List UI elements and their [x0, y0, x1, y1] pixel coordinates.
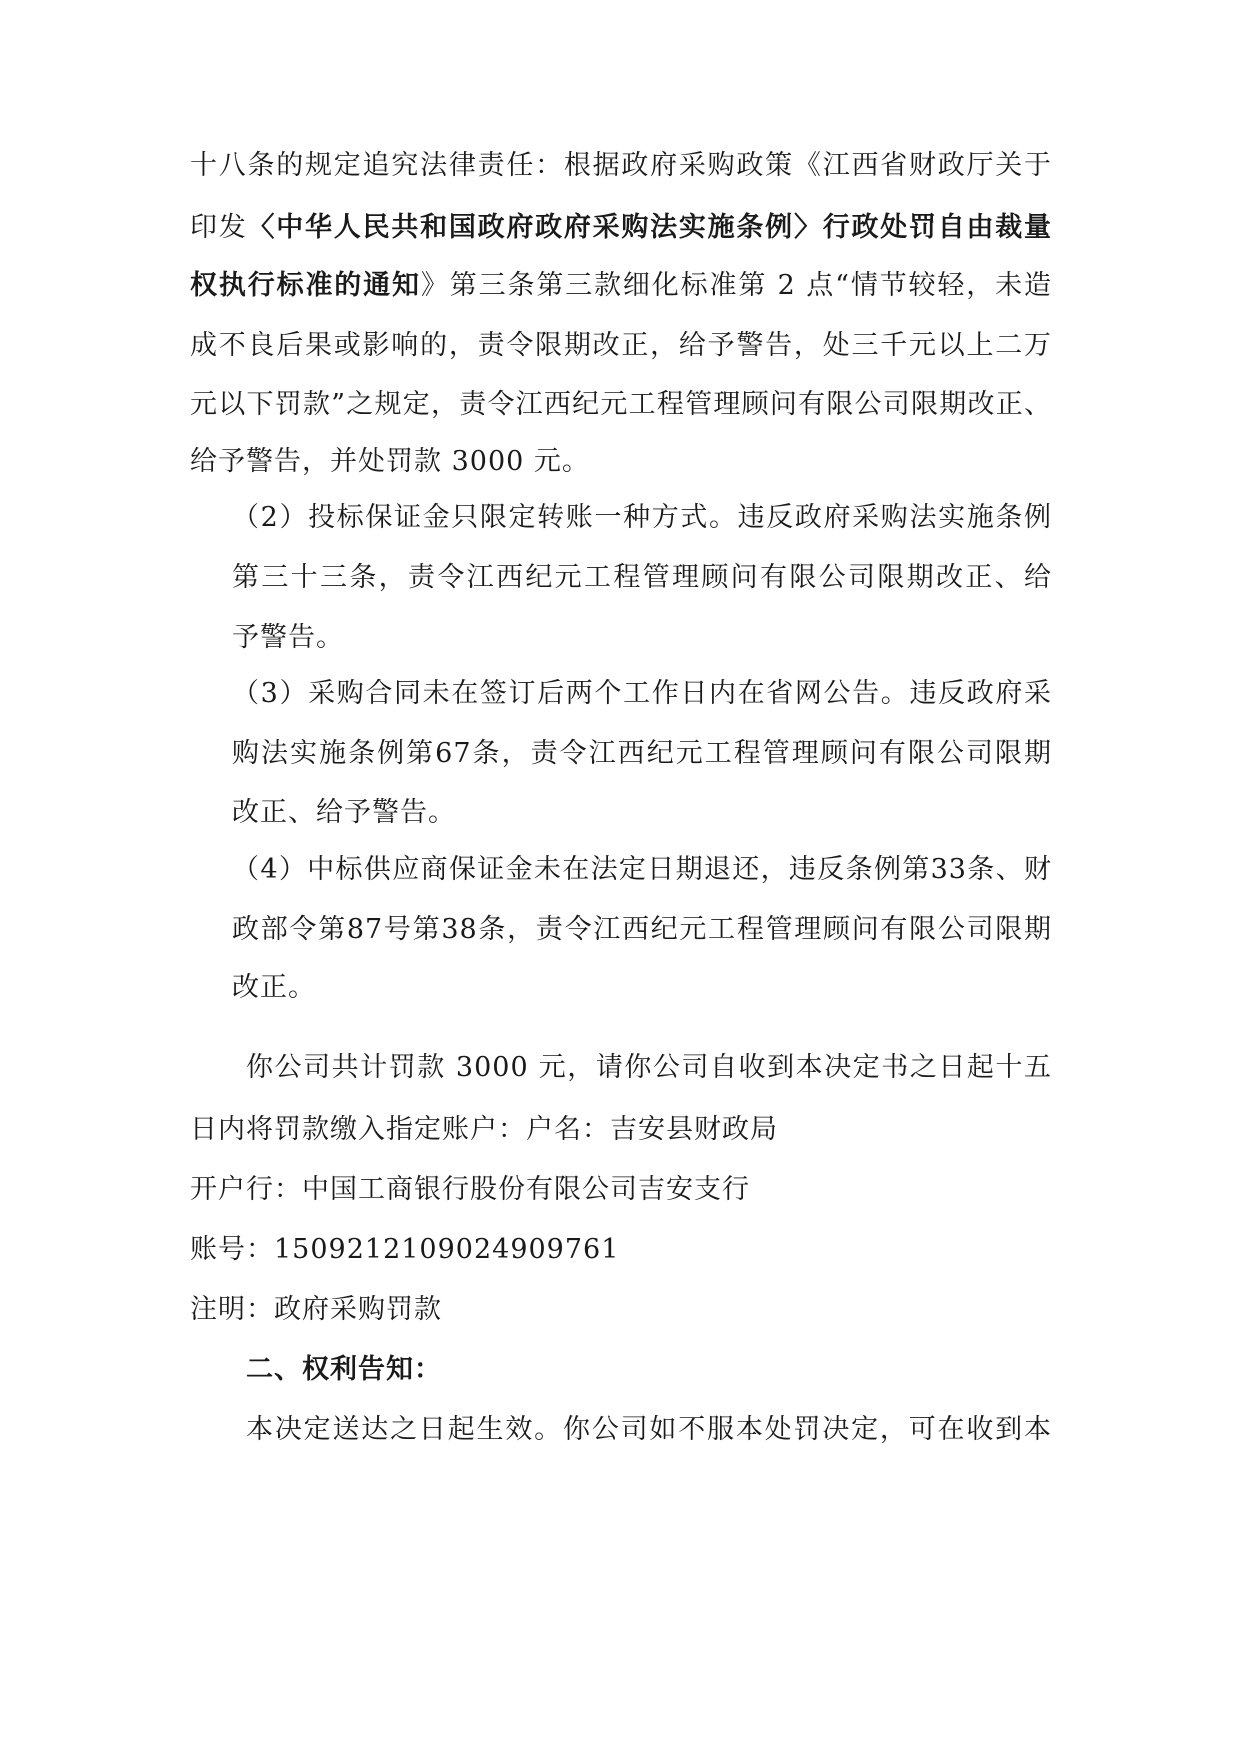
list-item-line: 予警告。	[232, 622, 344, 653]
list-item-line: （4）中标供应商保证金未在法定日期退还，违反条例第33条、财	[232, 854, 1052, 885]
account-number-line: 账号：1509212109024909761	[190, 1234, 620, 1265]
paragraph-line: 十八条的规定追究法律责任：根据政府采购政策《江西省财政厅关于	[190, 150, 1052, 181]
paragraph-line: 你公司共计罚款 3000 元，请你公司自收到本决定书之日起十五	[246, 1052, 1052, 1083]
list-item-line: 改正。	[232, 972, 316, 1003]
paragraph-line: 日内将罚款缴入指定账户：户名：吉安县财政局	[190, 1114, 778, 1145]
text-run: 印发	[190, 212, 248, 243]
paragraph-line	[190, 210, 1052, 246]
list-item-line: 改正、给予警告。	[232, 797, 456, 828]
text-run: 》第三条第三款细化标准第 2 点“情节较轻，未造	[420, 270, 1053, 301]
paragraph-line: 元以下罚款”之规定，责令江西纪元工程管理顾问有限公司限期改正、	[190, 389, 1052, 420]
paragraph-line: 成不良后果或影响的，责令限期改正，给予警告，处三千元以上二万	[190, 330, 1052, 361]
list-item-line: 购法实施条例第67条，责令江西纪元工程管理顾问有限公司限期	[232, 738, 1052, 769]
list-item-line: （2）投标保证金只限定转账一种方式。违反政府采购法实施条例	[232, 502, 1052, 533]
paragraph-line: 本决定送达之日起生效。你公司如不服本处罚决定，可在收到本	[246, 1414, 1052, 1445]
paragraph-line	[190, 268, 1052, 304]
bold-text-run: 〈中华人民共和国政府政府采购法实施条例〉行政处罚自由裁量	[247, 212, 1053, 243]
section-heading: 二、权利告知：	[246, 1354, 442, 1385]
paragraph-line: 给予警告，并处罚款 3000 元。	[190, 446, 590, 477]
list-item-line: 政部令第87号第38条，责令江西纪元工程管理顾问有限公司限期	[232, 914, 1052, 945]
list-item-line: 第三十三条，责令江西纪元工程管理顾问有限公司限期改正、给	[232, 562, 1052, 593]
bank-line: 开户行：中国工商银行股份有限公司吉安支行	[190, 1174, 750, 1205]
list-item-line: （3）采购合同未在签订后两个工作日内在省网公告。违反政府采	[232, 678, 1052, 709]
note-line: 注明：政府采购罚款	[190, 1294, 442, 1325]
bold-text-run: 权执行标准的通知	[190, 270, 421, 301]
